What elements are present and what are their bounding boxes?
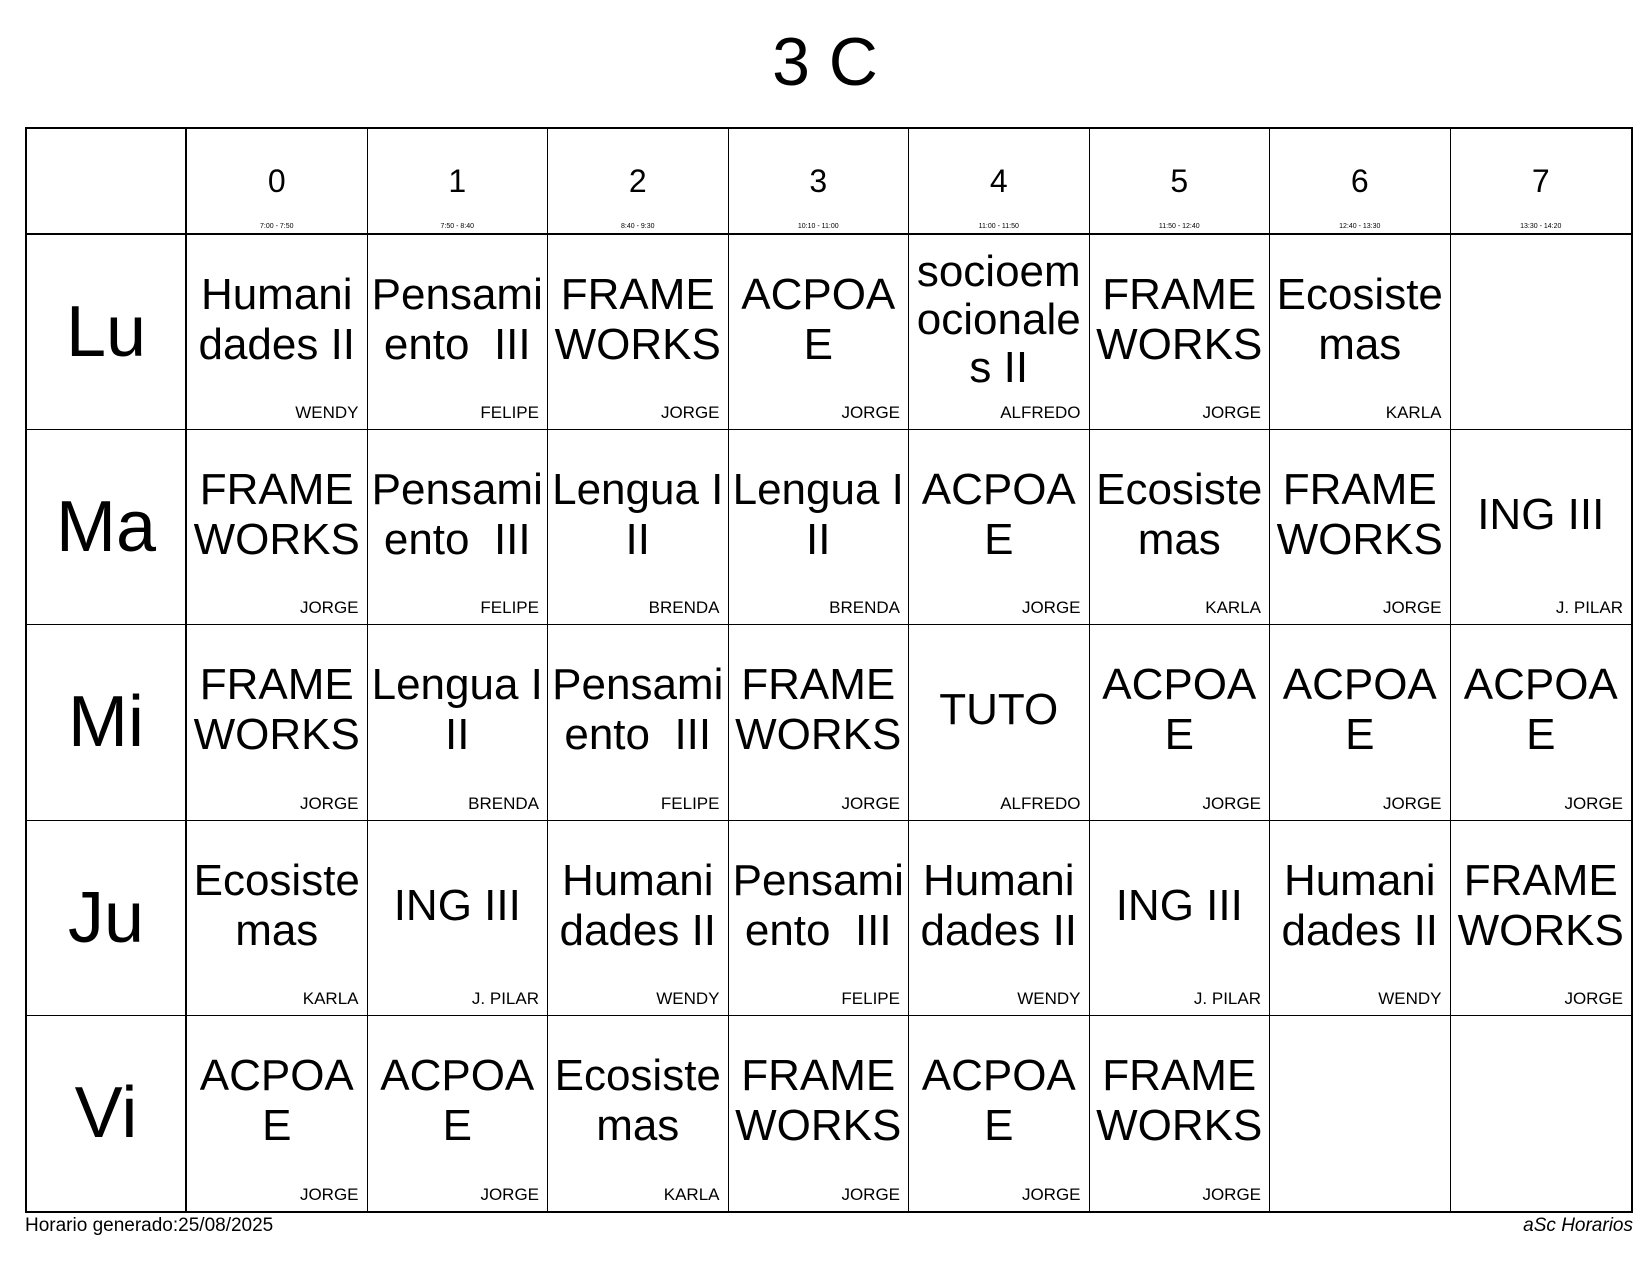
lesson-cell: [1090, 625, 1271, 820]
lesson-subject: FRAMEWORKS: [1096, 1051, 1263, 1151]
lesson-teacher: KARLA: [1205, 598, 1261, 618]
lesson-cell: [729, 235, 910, 430]
period-time: 13:30 - 14:20: [1520, 223, 1562, 230]
lesson-subject: ACPOAE: [741, 270, 896, 370]
lesson-teacher: JORGE: [841, 403, 900, 423]
lesson-teacher: J. PILAR: [1193, 988, 1261, 1008]
lesson-subject: Lengua III: [552, 465, 724, 565]
generated-date-note: Horario generado:25/08/2025: [25, 1215, 274, 1236]
lesson-subject: Humanidades II: [198, 270, 356, 370]
lesson-teacher: JORGE: [299, 1184, 359, 1204]
lesson-cell: [548, 821, 729, 1016]
lesson-subject: FRAMEWORKS: [193, 660, 360, 760]
lesson-cell: [1090, 430, 1271, 625]
lesson-subject: ING III: [1115, 880, 1243, 930]
lesson-teacher: WENDY: [656, 988, 720, 1008]
lesson-teacher: FELIPE: [480, 598, 539, 618]
lesson-subject: Pensamiento III: [732, 855, 904, 955]
lesson-teacher: JORGE: [1382, 598, 1442, 618]
lesson-subject: Ecosistemas: [1276, 270, 1443, 370]
period-time: 11:50 - 12:40: [1158, 223, 1200, 230]
lesson-teacher: J. PILAR: [471, 988, 539, 1008]
lesson-teacher: JORGE: [1021, 598, 1081, 618]
lesson-subject: Pensamiento III: [371, 465, 543, 565]
lesson-subject: ACPOAE: [1102, 660, 1257, 760]
lesson-teacher: JORGE: [841, 793, 900, 813]
period-time: 11:00 - 11:50: [978, 223, 1019, 230]
lesson-cell: [1451, 430, 1632, 625]
lesson-cell: [1451, 821, 1632, 1016]
lesson-teacher: WENDY: [295, 403, 359, 423]
lesson-subject: Ecosistemas: [193, 855, 360, 955]
period-number: 4: [989, 163, 1008, 199]
lesson-cell: [368, 1016, 549, 1211]
period-number: 1: [448, 163, 467, 199]
lesson-cell: [729, 1016, 910, 1211]
lesson-teacher: BRENDA: [829, 598, 900, 618]
lesson-cell: [368, 430, 549, 625]
period-number: 7: [1531, 163, 1550, 199]
lesson-teacher: JORGE: [660, 403, 720, 423]
lesson-teacher: JORGE: [1202, 1184, 1261, 1204]
lesson-subject: Lengua III: [732, 465, 904, 565]
lesson-teacher: JORGE: [299, 793, 359, 813]
lesson-teacher: FELIPE: [841, 988, 900, 1008]
lesson-cell: [368, 235, 549, 430]
lesson-cell: [1090, 821, 1271, 1016]
lesson-teacher: KARLA: [302, 988, 359, 1008]
period-number: 3: [809, 163, 828, 199]
empty-lesson-cell: [1451, 235, 1632, 430]
day-label: Vi: [27, 1016, 187, 1211]
period-number: 5: [1170, 163, 1189, 199]
lesson-subject: ACPOAE: [921, 465, 1076, 565]
day-label: Ma: [27, 430, 187, 625]
lesson-subject: Humanidades II: [1281, 855, 1439, 955]
empty-lesson-cell: [1451, 1016, 1632, 1211]
lesson-subject: Ecosistemas: [1096, 465, 1263, 565]
lesson-cell: [729, 625, 910, 820]
lesson-cell: [1090, 235, 1271, 430]
lesson-cell: [1451, 625, 1632, 820]
lesson-teacher: JORGE: [1202, 793, 1261, 813]
lesson-teacher: FELIPE: [660, 793, 720, 813]
lesson-subject: ING III: [393, 880, 521, 930]
page-title: 3 C: [772, 24, 878, 100]
period-time: 7:00 - 7:50: [260, 223, 294, 230]
lesson-subject: FRAMEWORKS: [193, 465, 360, 565]
lesson-cell: [1090, 1016, 1271, 1211]
lesson-subject: ACPOAE: [1282, 660, 1437, 760]
lesson-teacher: WENDY: [1378, 988, 1442, 1008]
period-header: [729, 129, 910, 235]
lesson-teacher: JORGE: [1021, 1184, 1081, 1204]
lesson-cell: [368, 821, 549, 1016]
period-time: 10:10 - 11:00: [797, 223, 839, 230]
lesson-cell: [1270, 235, 1451, 430]
lesson-subject: Ecosistemas: [554, 1051, 721, 1151]
lesson-subject: FRAMEWORKS: [1457, 855, 1624, 955]
lesson-teacher: J. PILAR: [1555, 598, 1623, 618]
lesson-cell: [187, 625, 368, 820]
corner-cell: [27, 129, 187, 235]
lesson-subject: FRAMEWORKS: [1096, 270, 1263, 370]
lesson-cell: [909, 235, 1090, 430]
period-number: 2: [628, 163, 647, 199]
lesson-cell: [548, 235, 729, 430]
lesson-subject: ING III: [1477, 490, 1605, 540]
lesson-cell: [187, 235, 368, 430]
lesson-cell: [1270, 821, 1451, 1016]
lesson-cell: [729, 430, 910, 625]
lesson-cell: [187, 430, 368, 625]
day-label: Ju: [27, 821, 187, 1016]
lesson-teacher: KARLA: [1385, 403, 1442, 423]
lesson-cell: [548, 1016, 729, 1211]
lesson-cell: [187, 1016, 368, 1211]
lesson-subject: ACPOAE: [199, 1051, 354, 1151]
lesson-cell: [909, 625, 1090, 820]
lesson-cell: [729, 821, 910, 1016]
lesson-teacher: JORGE: [480, 1184, 539, 1204]
lesson-subject: Lengua III: [371, 660, 543, 760]
lesson-cell: [909, 430, 1090, 625]
lesson-teacher: ALFREDO: [1000, 793, 1081, 813]
period-header: [1451, 129, 1632, 235]
day-label: Lu: [27, 235, 187, 430]
period-time: 8:40 - 9:30: [621, 223, 655, 230]
lesson-teacher: BRENDA: [468, 793, 539, 813]
timetable-grid: [25, 127, 1633, 1213]
lesson-teacher: JORGE: [1564, 793, 1623, 813]
lesson-subject: ACPOAE: [380, 1051, 535, 1151]
lesson-subject: Humanidades II: [559, 855, 717, 955]
lesson-cell: [909, 821, 1090, 1016]
lesson-subject: Pensamiento III: [552, 660, 724, 760]
lesson-subject: Pensamiento III: [371, 270, 543, 370]
lesson-teacher: JORGE: [1564, 988, 1623, 1008]
lesson-teacher: BRENDA: [648, 598, 720, 618]
lesson-subject: Humanidades II: [920, 855, 1078, 955]
lesson-subject: FRAMEWORKS: [735, 1051, 902, 1151]
lesson-cell: [909, 1016, 1090, 1211]
lesson-cell: [548, 430, 729, 625]
lesson-subject: FRAMEWORKS: [735, 660, 902, 760]
lesson-teacher: JORGE: [841, 1184, 900, 1204]
period-header: [1090, 129, 1271, 235]
lesson-subject: socioemocionales II: [916, 247, 1081, 393]
lesson-cell: [1270, 625, 1451, 820]
lesson-teacher: JORGE: [299, 598, 359, 618]
period-number: 6: [1350, 163, 1369, 199]
lesson-subject: FRAMEWORKS: [1276, 465, 1443, 565]
period-header: [1270, 129, 1451, 235]
lesson-cell: [368, 625, 549, 820]
lesson-teacher: JORGE: [1202, 403, 1261, 423]
lesson-cell: [1270, 430, 1451, 625]
lesson-subject: ACPOAE: [1463, 660, 1618, 760]
lesson-teacher: KARLA: [663, 1184, 720, 1204]
period-header: [909, 129, 1090, 235]
lesson-subject: ACPOAE: [921, 1051, 1076, 1151]
lesson-subject: FRAMEWORKS: [554, 270, 721, 370]
lesson-cell: [548, 625, 729, 820]
period-number: 0: [267, 163, 286, 199]
lesson-teacher: ALFREDO: [1000, 403, 1081, 423]
period-time: 7:50 - 8:40: [440, 223, 474, 230]
lesson-subject: TUTO: [939, 685, 1059, 735]
lesson-teacher: JORGE: [1382, 793, 1442, 813]
lesson-teacher: WENDY: [1017, 988, 1081, 1008]
lesson-cell: [187, 821, 368, 1016]
period-header: [187, 129, 368, 235]
empty-lesson-cell: [1270, 1016, 1451, 1211]
period-time: 12:40 - 13:30: [1339, 223, 1381, 230]
period-header: [548, 129, 729, 235]
lesson-teacher: FELIPE: [480, 403, 539, 423]
day-label: Mi: [27, 625, 187, 820]
brand-label: aSc Horarios: [1523, 1215, 1633, 1236]
period-header: [368, 129, 549, 235]
